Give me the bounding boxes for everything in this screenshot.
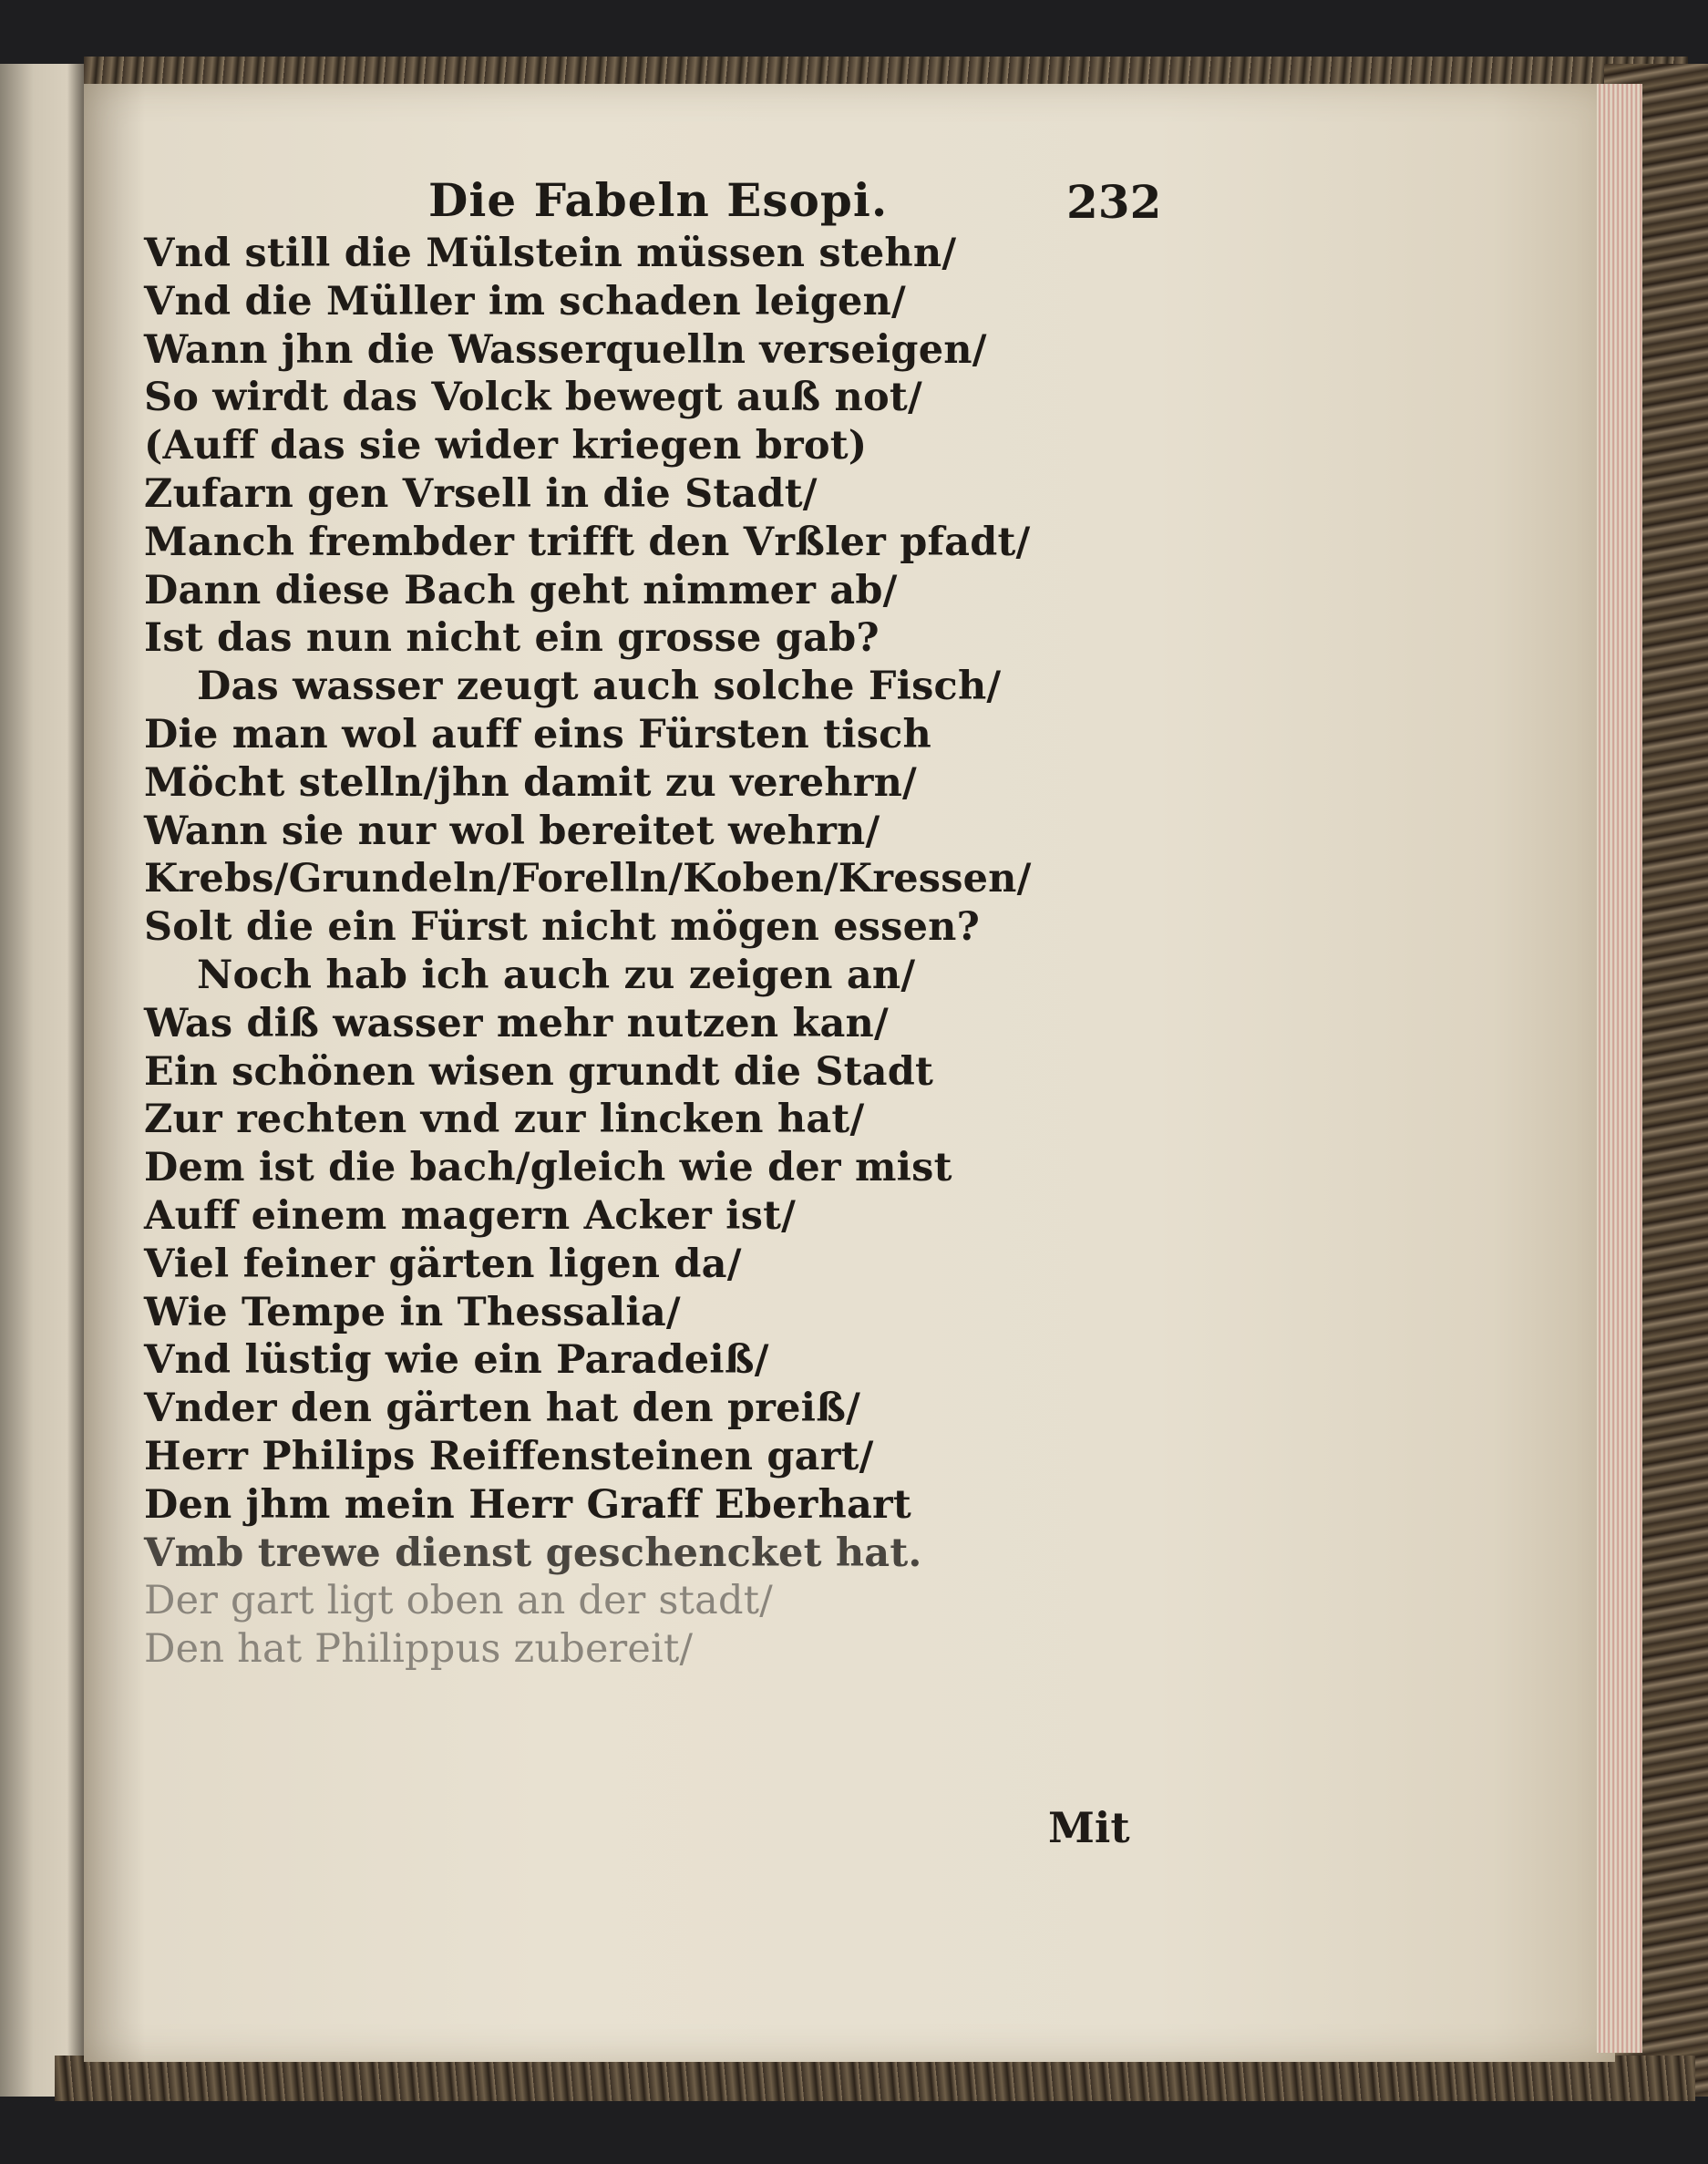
binding-bottom (55, 2056, 1695, 2101)
verse-line: Ist das nun nicht ein grosse gab? (144, 615, 880, 662)
verse-line: Vmb trewe dienst geschencket hat. (144, 1530, 922, 1576)
verse-line: Auff einem magern Acker ist/ (144, 1192, 797, 1239)
verse-line: Der gart ligt oben an der stadt/ (144, 1578, 773, 1624)
verse-line: Den hat Philippus zubereit/ (144, 1626, 694, 1673)
verse-line: Das wasser zeugt auch solche Fisch/ (197, 664, 1002, 710)
verse-line: Krebs/Grundeln/Forelln/Koben/Kressen/ (144, 856, 1032, 902)
verse-line: Herr Philips Reiffensteinen gart/ (144, 1433, 874, 1479)
catchword: Mit (1048, 1803, 1130, 1852)
verse-line: Viel feiner gärten ligen da/ (144, 1241, 742, 1287)
verse-line: (Auff das sie wider kriegen brot) (144, 423, 868, 469)
verse-line: Vnd still die Mülstein müssen stehn/ (144, 231, 957, 276)
verse-line: Manch frembder trifft den Vrßler pfadt/ (144, 519, 1031, 565)
folio-number: 232 (1066, 175, 1162, 229)
verse-line: Vnd lüstig wie ein Paradeiß/ (144, 1337, 769, 1384)
verse-line: Wie Tempe in Thessalia/ (144, 1289, 681, 1335)
verse-line: Den jhm mein Herr Graff Eberhart (144, 1481, 911, 1528)
verse-line: Noch hab ich auch zu zeigen an/ (197, 952, 916, 998)
facing-page-edge (0, 64, 84, 2097)
verse-line: Ein schönen wisen grundt die Stadt (144, 1048, 934, 1095)
verse-line: Wann sie nur wol bereitet wehrn/ (144, 808, 880, 854)
verse-line: Dem ist die bach/gleich wie der mist (144, 1145, 952, 1191)
verse-line: Möcht stelln/jhn damit zu verehrn/ (144, 759, 917, 806)
verse-line: Wann jhn die Wasserquelln verseigen/ (144, 326, 987, 373)
verse-line: Solt die ein Fürst nicht mögen essen? (144, 904, 980, 951)
verse-line: Zufarn gen Vrsell in die Stadt/ (144, 470, 818, 517)
verse-line: Dann diese Bach geht nimmer ab/ (144, 567, 898, 613)
verse-block (144, 230, 1055, 1674)
verse-line: Vnd die Müller im schaden leigen/ (144, 278, 906, 325)
verse-line: Zur rechten vnd zur lincken hat/ (144, 1097, 865, 1143)
page-block-edges (1597, 84, 1642, 2053)
verse-line: Die man wol auff eins Fürsten tisch (144, 711, 931, 757)
verse-line: Vnder den gärten hat den preiß/ (144, 1386, 860, 1432)
verse-line: So wirdt das Volck bewegt auß not/ (144, 375, 922, 421)
running-title: Die Fabeln Esopi. (428, 173, 889, 227)
verse-line: Was diß wasser mehr nutzen kan/ (144, 1000, 889, 1046)
